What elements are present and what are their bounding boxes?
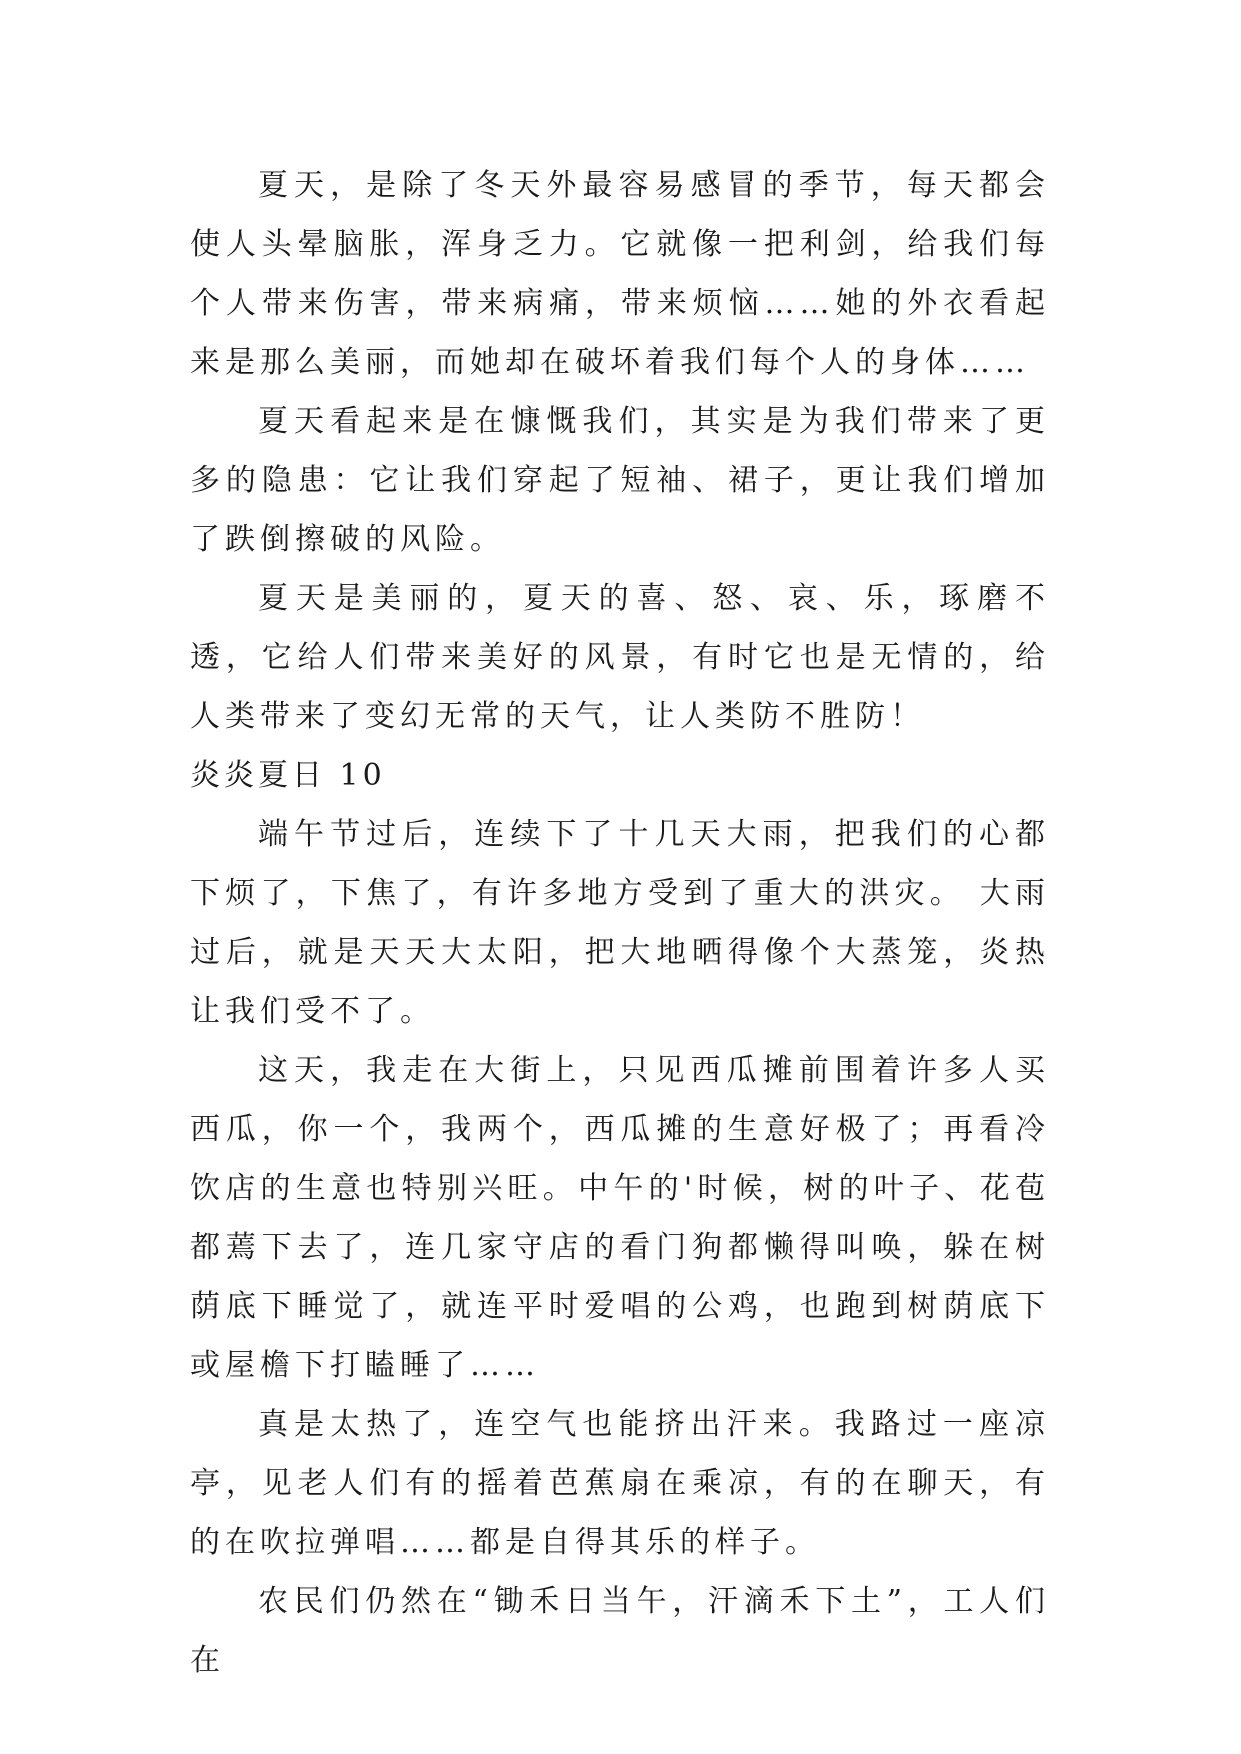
paragraph: 夏天，是除了冬天外最容易感冒的季节，每天都会使人头晕脑胀，浑身乏力。它就像一把利剑，给我们每个人带来伤害，带来病痛，带来烦恼……她的外衣看起来是那么美丽，而她却在破坏着我们每个人的身体…… bbox=[190, 168, 1050, 380]
section-heading: 炎炎夏日 10 bbox=[190, 758, 386, 793]
document-body bbox=[190, 156, 1050, 1690]
paragraph: 真是太热了，连空气也能挤出汗来。我路过一座凉亭，见老人们有的摇着芭蕉扇在乘凉，有的在聊天，有的在吹拉弹唱……都是自得其乐的样子。 bbox=[190, 1407, 1050, 1560]
paragraph: 农民们仍然在“锄禾日当午，汗滴禾下土”，工人们在 bbox=[190, 1584, 1050, 1678]
paragraph: 这天，我走在大街上，只见西瓜摊前围着许多人买西瓜，你一个，我两个，西瓜摊的生意好极了；再看冷饮店的生意也特别兴旺。中午的'时候，树的叶子、花苞都蔫下去了，连几家守店的看门狗都懒得叫唤，躲在树荫底下睡觉了，就连平时爱唱的公鸡，也跑到树荫底下或屋檐下打瞌睡了…… bbox=[190, 1053, 1050, 1383]
paragraph: 夏天看起来是在慷慨我们，其实是为我们带来了更多的隐患：它让我们穿起了短袖、裙子，更让我们增加了跌倒擦破的风险。 bbox=[190, 404, 1050, 557]
paragraph: 端午节过后，连续下了十几天大雨，把我们的心都下烦了，下焦了，有许多地方受到了重大的洪灾。 大雨过后，就是天天大太阳，把大地晒得像个大蒸笼，炎热让我们受不了。 bbox=[190, 817, 1050, 1029]
paragraph: 夏天是美丽的，夏天的喜、怒、哀、乐，琢磨不透，它给人们带来美好的风景，有时它也是无情的，给人类带来了变幻无常的天气，让人类防不胜防！ bbox=[190, 581, 1050, 734]
